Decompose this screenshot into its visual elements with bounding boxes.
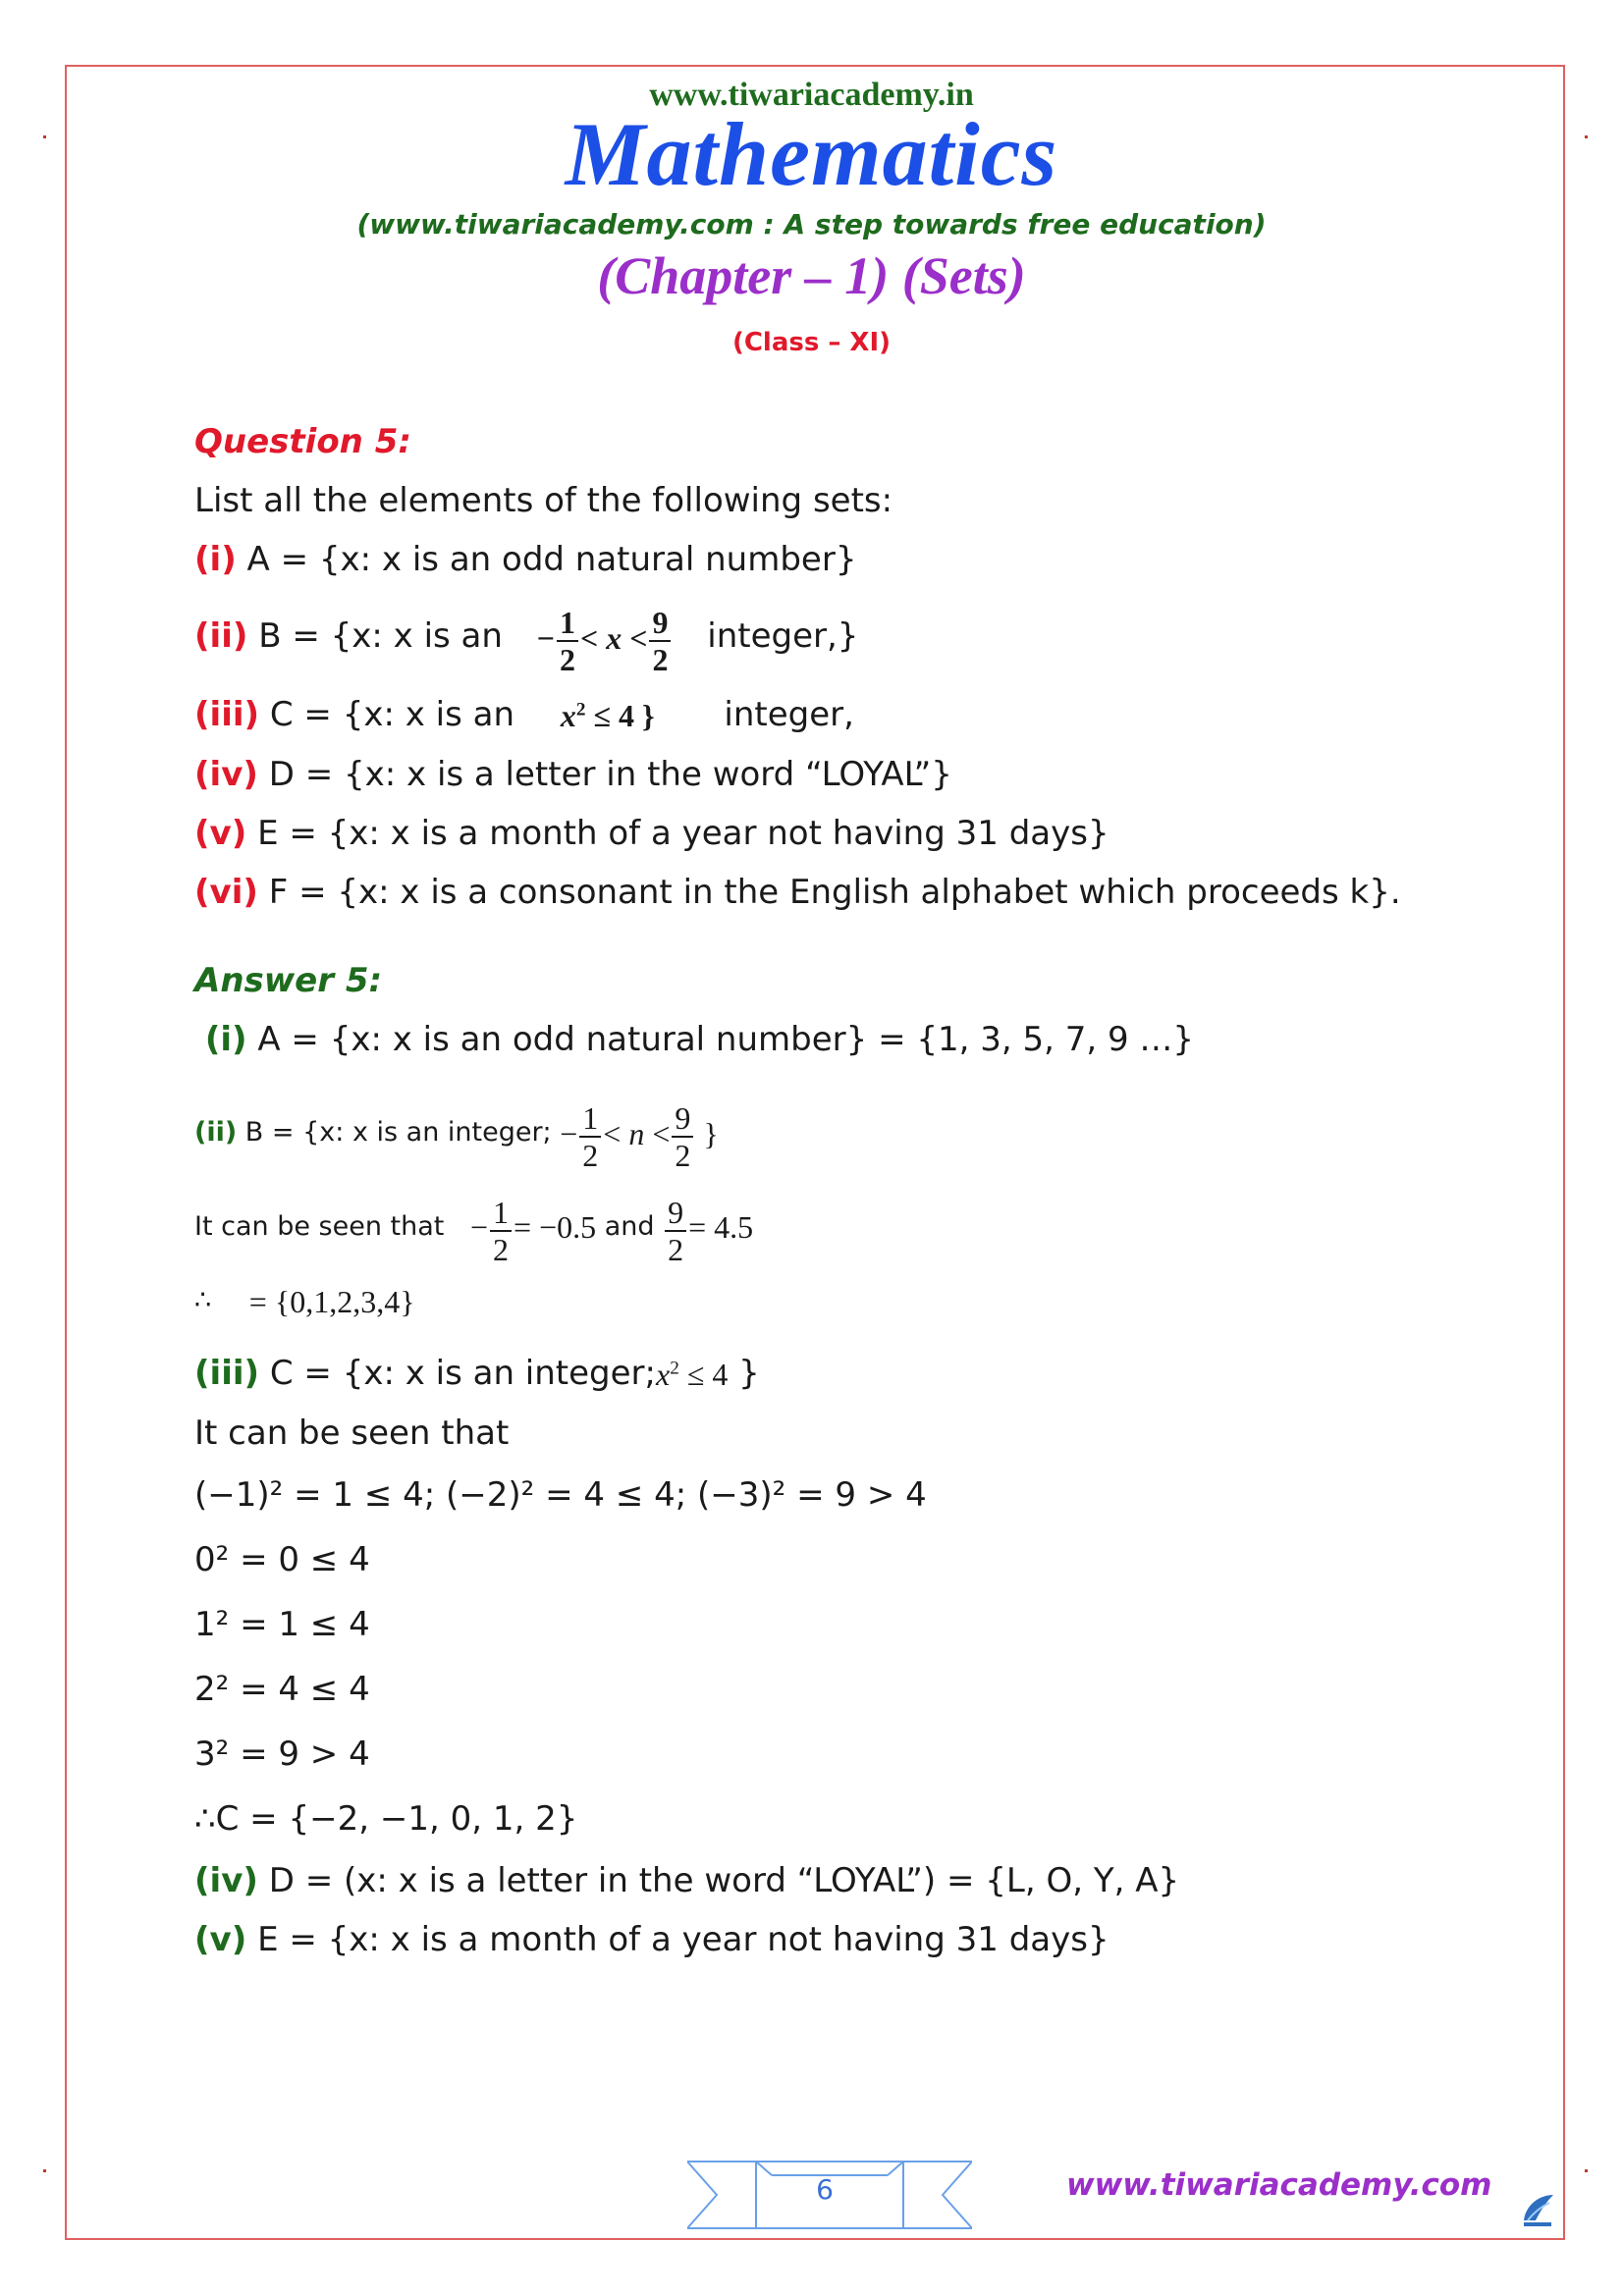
answer-item-v <box>194 1910 1471 1969</box>
item-label: (iii) <box>194 694 260 734</box>
math-set: = {0,1,2,3,4} <box>248 1283 415 1319</box>
and-text: and <box>604 1210 655 1242</box>
answer-iii-step: 0² = 0 ≤ 4 <box>194 1540 370 1579</box>
math-inequality: − $\frac{1}{2}$ < x < $\frac{9}{2}$ <box>537 591 674 685</box>
math-equation: − $\frac{1}{2}$ = −0.5 <box>469 1194 597 1267</box>
item-label: (vi) <box>194 873 258 912</box>
result-set: {0,1,2,3,4} <box>274 1283 415 1319</box>
item-label: (iv) <box>194 1861 258 1900</box>
answer-iii-step: 1² = 1 ≤ 4 <box>194 1605 370 1644</box>
header-tagline: (www.tiwariacademy.com : A step towards free education) <box>356 208 1267 240</box>
corner-mark <box>1585 2169 1588 2172</box>
item-label: (ii) <box>194 616 248 656</box>
item-label: (i) <box>204 1020 247 1059</box>
item-label: (v) <box>194 1920 247 1959</box>
tiwari-logo-icon <box>1520 2191 1555 2228</box>
page-title: Mathematics <box>565 104 1058 204</box>
item-text: A = {x: x is an odd natural number} <box>246 540 857 579</box>
item-label: (iii) <box>194 1353 260 1393</box>
answer-iii-result: ∴C = {−2, −1, 0, 1, 2} <box>194 1799 578 1839</box>
item-label: (ii) <box>194 1117 238 1148</box>
therefore-symbol: ∴ <box>194 1285 212 1315</box>
item-text: C = {x: x is an <box>269 694 514 734</box>
seen-text: It can be seen that <box>194 1210 445 1242</box>
item-text: D = {x: x is a letter in the word “LOYAL”} <box>268 755 952 794</box>
question-item-v <box>194 804 1471 863</box>
math-equation: $\frac{9}{2}$ = 4.5 <box>663 1188 753 1266</box>
question-item-iv <box>194 745 1471 804</box>
math-inequality: $x^2 \le 4$ } <box>560 698 655 733</box>
question-item-ii <box>194 589 1471 685</box>
question-item-vi <box>194 863 1471 922</box>
item-text: E = {x: x is a month of a year not having 31 days} <box>257 814 1109 853</box>
page-number: 6 <box>816 2173 834 2206</box>
answer-ii-seen <box>194 1188 1471 1267</box>
math-inequality: − $\frac{1}{2}$ < n < $\frac{9}{2}$ } <box>560 1100 719 1174</box>
item-text: F = {x: x is a consonant in the English alphabet which proceeds k}. <box>268 873 1401 912</box>
class-label: (Class – XI) <box>731 328 892 357</box>
answer-item-iv <box>194 1851 1471 1910</box>
chapter-title: (Chapter – 1) (Sets) <box>597 246 1026 305</box>
answer-item-ii <box>194 1079 1471 1188</box>
corner-mark <box>43 2169 46 2172</box>
item-label: (iv) <box>194 755 258 794</box>
item-text-post: integer, <box>724 694 854 734</box>
answer-iii-step: (−1)² = 1 ≤ 4; (−2)² = 4 ≤ 4; (−3)² = 9 > 4 <box>194 1475 927 1515</box>
footer-site-link[interactable]: www.tiwariacademy.com <box>1066 2167 1492 2203</box>
header-site-link[interactable]: www.tiwariacademy.in <box>649 77 974 113</box>
answer-iii-seen: It can be seen that <box>194 1414 510 1453</box>
answer-item-i <box>194 1010 1471 1069</box>
answer-iii-step: 3² = 9 > 4 <box>194 1735 370 1774</box>
item-label: (v) <box>194 814 247 853</box>
item-text: C = {x: x is an integer; <box>269 1353 656 1393</box>
item-text-post: integer,} <box>707 616 859 656</box>
question-item-i <box>194 530 1471 589</box>
question-heading: Question 5: <box>194 422 411 461</box>
item-text: A = {x: x is an odd natural number} = {1, 3, 5, 7, 9 …} <box>257 1020 1195 1059</box>
question-intro: List all the elements of the following sets: <box>194 481 893 520</box>
answer-item-iii: (iii) C = {x: x is an $integer;x^2 \le 4$ } <box>194 1344 1471 1405</box>
item-text: B = {x: x is an <box>258 616 503 656</box>
item-label: (i) <box>194 540 237 579</box>
item-text: B = {x: x is an integer; <box>244 1117 552 1148</box>
answer-iii-step: 2² = 4 ≤ 4 <box>194 1670 370 1709</box>
answer-heading: Answer 5: <box>194 961 383 1000</box>
item-text: D = (x: x is a letter in the word “LOYAL”) = {L, O, Y, A} <box>268 1861 1180 1900</box>
answer-ii-result <box>194 1266 1471 1336</box>
math-inequality: $x^2 \le 4$ <box>655 1357 729 1392</box>
main-content <box>194 412 1471 1969</box>
item-text: E = {x: x is a month of a year not having 31 days} <box>257 1920 1109 1959</box>
question-item-iii <box>194 685 1471 746</box>
